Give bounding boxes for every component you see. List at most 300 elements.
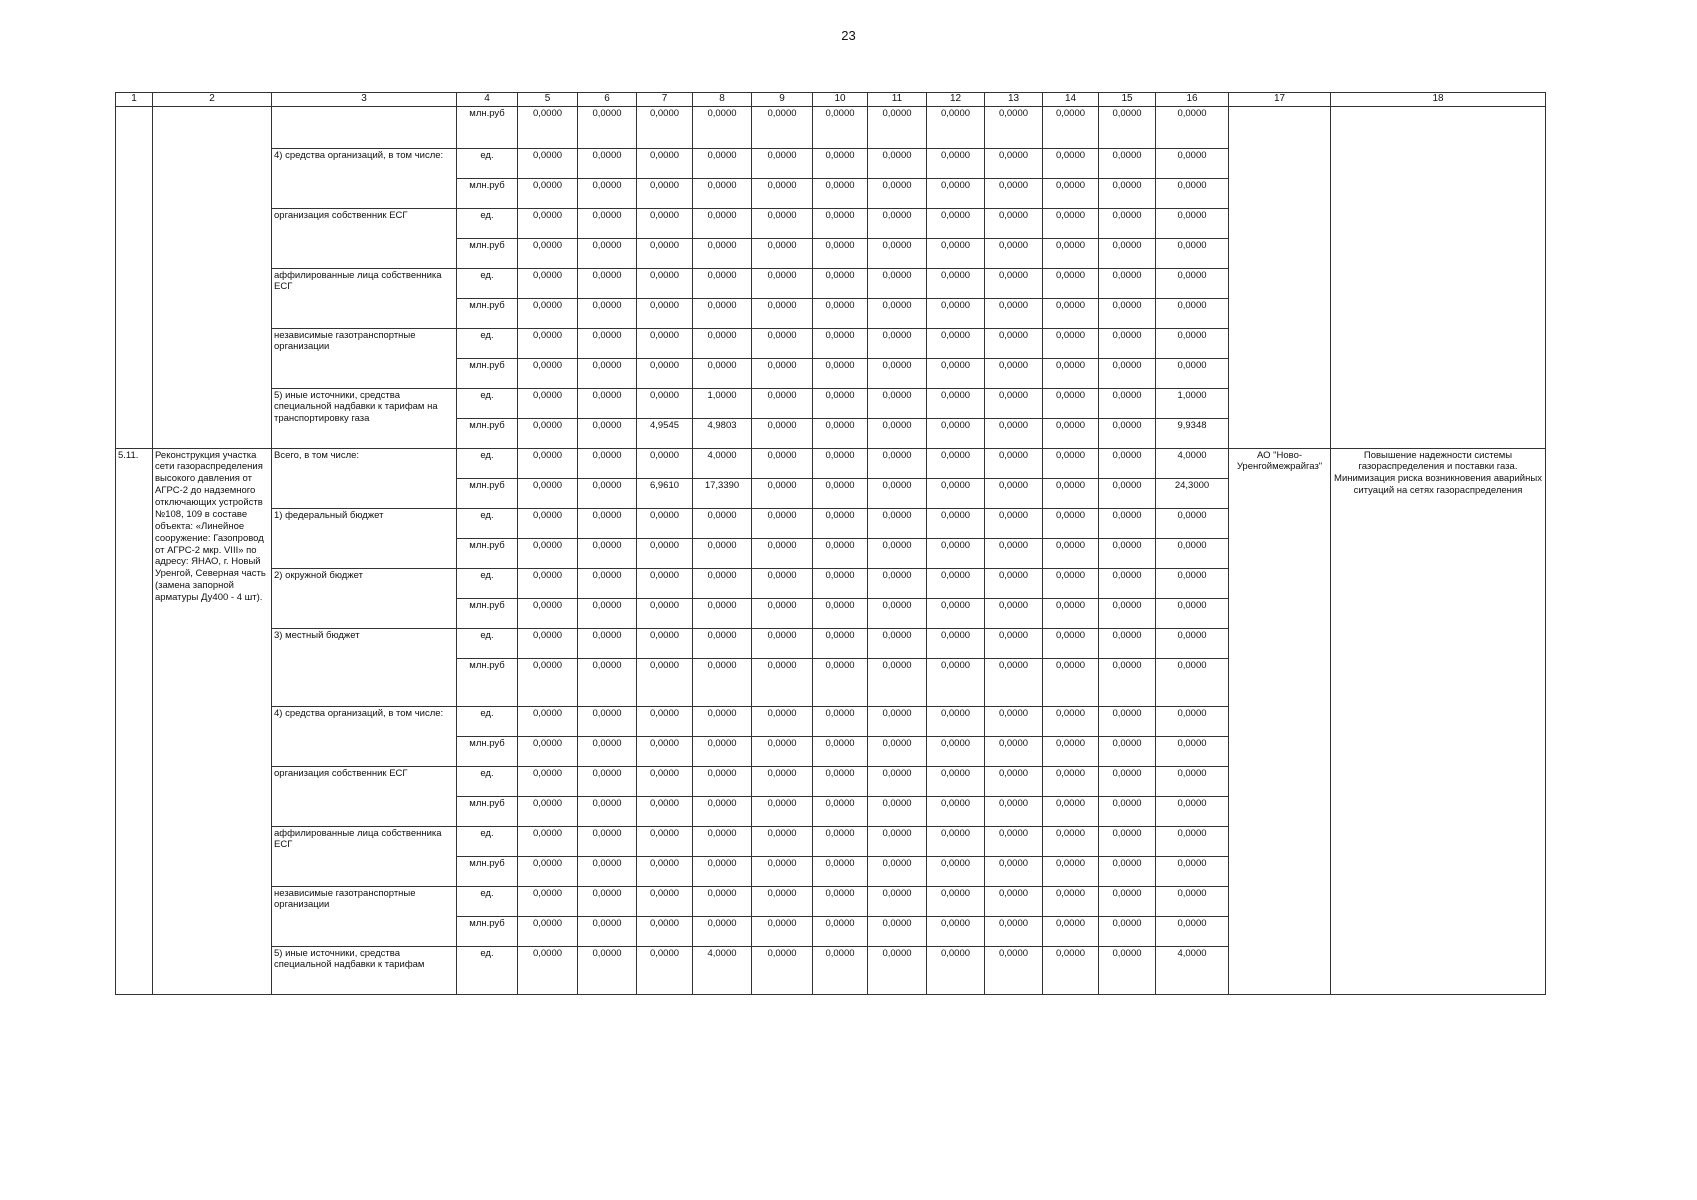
value-cell: 0,0000 <box>868 178 927 208</box>
value-cell: 0,0000 <box>927 826 985 856</box>
unit-cell: ед. <box>457 208 518 238</box>
value-cell: 0,0000 <box>927 736 985 766</box>
value-cell: 0,0000 <box>813 148 868 178</box>
value-cell: 0,0000 <box>927 238 985 268</box>
value-cell: 0,0000 <box>868 418 927 448</box>
unit-cell: млн.руб <box>457 796 518 826</box>
value-cell: 0,0000 <box>578 916 637 946</box>
value-cell: 0,0000 <box>927 886 985 916</box>
value-cell: 0,0000 <box>1043 916 1099 946</box>
value-cell: 0,0000 <box>693 568 752 598</box>
column-header: 4 <box>457 93 518 107</box>
value-cell: 0,0000 <box>985 148 1043 178</box>
value-cell: 0,0000 <box>868 148 927 178</box>
unit-cell: ед. <box>457 946 518 994</box>
value-cell: 0,0000 <box>1043 886 1099 916</box>
value-cell: 0,0000 <box>578 328 637 358</box>
column-header: 12 <box>927 93 985 107</box>
value-cell: 0,0000 <box>637 388 693 418</box>
value-cell: 0,0000 <box>518 568 578 598</box>
value-cell: 0,0000 <box>752 946 813 994</box>
source-label: 2) окружной бюджет <box>272 568 457 628</box>
value-cell: 0,0000 <box>693 358 752 388</box>
item-name-cell: Реконструкция участка сети газораспределения высокого давления от АГРС-2 до надземного отключающих устройств №108, 109 в составе объекта: «Линейное сооружение: Газопровод от АГРС-2 мкр. VIII» по адресу: ЯНАО, г. Новый Уренгой, Северная часть (замена запорной арматуры Ду400 - 4 шт). <box>153 448 272 994</box>
value-cell: 0,0000 <box>637 298 693 328</box>
value-cell: 0,0000 <box>578 886 637 916</box>
value-cell: 0,0000 <box>518 148 578 178</box>
unit-cell: млн.руб <box>457 598 518 628</box>
unit-cell: ед. <box>457 448 518 478</box>
value-cell: 0,0000 <box>813 238 868 268</box>
value-cell: 0,0000 <box>1099 766 1156 796</box>
value-cell: 0,0000 <box>518 736 578 766</box>
value-cell: 0,0000 <box>868 478 927 508</box>
value-cell: 0,0000 <box>813 796 868 826</box>
value-cell: 0,0000 <box>518 448 578 478</box>
value-cell: 0,0000 <box>1156 268 1229 298</box>
value-cell: 0,0000 <box>868 856 927 886</box>
value-cell: 0,0000 <box>868 766 927 796</box>
unit-cell: млн.руб <box>457 298 518 328</box>
organization-cell <box>1229 106 1331 448</box>
value-cell: 0,0000 <box>1099 856 1156 886</box>
source-label: аффилированные лица собственника ЕСГ <box>272 826 457 886</box>
value-cell: 0,0000 <box>985 796 1043 826</box>
purpose-cell: Повышение надежности системы газораспределения и поставки газа. Минимизация риска возникновения аварийных ситуаций на сетях газораспределения <box>1331 448 1546 994</box>
value-cell: 0,0000 <box>813 736 868 766</box>
source-label: 4) средства организаций, в том числе: <box>272 148 457 208</box>
value-cell: 0,0000 <box>1156 598 1229 628</box>
value-cell: 0,0000 <box>813 418 868 448</box>
value-cell: 0,0000 <box>637 178 693 208</box>
value-cell: 0,0000 <box>868 508 927 538</box>
value-cell: 0,0000 <box>518 328 578 358</box>
value-cell: 0,0000 <box>518 508 578 538</box>
value-cell: 0,0000 <box>752 658 813 706</box>
value-cell: 0,0000 <box>1099 388 1156 418</box>
unit-cell: ед. <box>457 268 518 298</box>
value-cell: 0,0000 <box>693 706 752 736</box>
value-cell: 0,0000 <box>813 538 868 568</box>
column-header: 2 <box>153 93 272 107</box>
column-header: 10 <box>813 93 868 107</box>
column-header: 15 <box>1099 93 1156 107</box>
value-cell: 0,0000 <box>868 208 927 238</box>
source-label: 5) иные источники, средства специальной надбавки к тарифам <box>272 946 457 994</box>
column-header: 16 <box>1156 93 1229 107</box>
value-cell: 0,0000 <box>693 328 752 358</box>
value-cell: 0,0000 <box>1099 886 1156 916</box>
value-cell: 0,0000 <box>578 106 637 148</box>
value-cell: 0,0000 <box>637 568 693 598</box>
value-cell: 0,0000 <box>868 568 927 598</box>
value-cell: 0,0000 <box>637 886 693 916</box>
unit-cell: млн.руб <box>457 106 518 148</box>
column-header: 7 <box>637 93 693 107</box>
value-cell: 0,0000 <box>693 106 752 148</box>
value-cell: 1,0000 <box>1156 388 1229 418</box>
value-cell: 0,0000 <box>1043 766 1099 796</box>
source-label: аффилированные лица собственника ЕСГ <box>272 268 457 328</box>
value-cell: 0,0000 <box>637 628 693 658</box>
value-cell: 0,0000 <box>1043 508 1099 538</box>
value-cell: 0,0000 <box>752 706 813 736</box>
value-cell: 0,0000 <box>868 328 927 358</box>
item-name-cell <box>153 106 272 448</box>
header-row <box>116 93 1546 107</box>
value-cell: 0,0000 <box>1043 238 1099 268</box>
value-cell: 0,0000 <box>985 916 1043 946</box>
value-cell: 0,0000 <box>578 658 637 706</box>
value-cell: 0,0000 <box>813 478 868 508</box>
value-cell: 0,0000 <box>813 298 868 328</box>
value-cell: 0,0000 <box>693 508 752 538</box>
value-cell: 0,0000 <box>1156 238 1229 268</box>
value-cell: 0,0000 <box>752 208 813 238</box>
unit-cell: млн.руб <box>457 178 518 208</box>
value-cell: 0,0000 <box>518 388 578 418</box>
value-cell: 0,0000 <box>637 916 693 946</box>
column-header: 3 <box>272 93 457 107</box>
value-cell: 0,0000 <box>927 358 985 388</box>
value-cell: 0,0000 <box>813 328 868 358</box>
item-number-cell: 5.11. <box>116 448 153 994</box>
value-cell: 0,0000 <box>752 826 813 856</box>
value-cell: 0,0000 <box>637 766 693 796</box>
value-cell: 0,0000 <box>578 178 637 208</box>
value-cell: 0,0000 <box>1099 328 1156 358</box>
value-cell: 0,0000 <box>518 856 578 886</box>
value-cell: 0,0000 <box>927 856 985 886</box>
value-cell: 0,0000 <box>1156 886 1229 916</box>
value-cell: 0,0000 <box>1099 508 1156 538</box>
value-cell: 0,0000 <box>752 178 813 208</box>
value-cell: 0,0000 <box>752 148 813 178</box>
value-cell: 4,0000 <box>693 946 752 994</box>
value-cell: 0,0000 <box>518 706 578 736</box>
value-cell: 0,0000 <box>813 598 868 628</box>
value-cell: 0,0000 <box>985 736 1043 766</box>
value-cell: 0,0000 <box>985 568 1043 598</box>
value-cell: 0,0000 <box>927 148 985 178</box>
value-cell: 0,0000 <box>693 856 752 886</box>
column-header: 17 <box>1229 93 1331 107</box>
value-cell: 0,0000 <box>578 568 637 598</box>
value-cell: 0,0000 <box>518 886 578 916</box>
value-cell: 0,0000 <box>752 568 813 598</box>
value-cell: 0,0000 <box>985 826 1043 856</box>
value-cell: 0,0000 <box>693 916 752 946</box>
value-cell: 0,0000 <box>927 538 985 568</box>
value-cell: 17,3390 <box>693 478 752 508</box>
column-header: 13 <box>985 93 1043 107</box>
value-cell: 0,0000 <box>927 796 985 826</box>
value-cell: 0,0000 <box>578 736 637 766</box>
value-cell: 0,0000 <box>752 106 813 148</box>
value-cell: 0,0000 <box>637 538 693 568</box>
value-cell: 0,0000 <box>1043 208 1099 238</box>
value-cell: 0,0000 <box>518 826 578 856</box>
value-cell: 0,0000 <box>927 568 985 598</box>
value-cell: 0,0000 <box>578 418 637 448</box>
value-cell: 0,0000 <box>518 178 578 208</box>
value-cell: 0,0000 <box>518 208 578 238</box>
value-cell: 0,0000 <box>868 916 927 946</box>
unit-cell: млн.руб <box>457 856 518 886</box>
value-cell: 0,0000 <box>927 388 985 418</box>
value-cell: 0,0000 <box>1043 598 1099 628</box>
value-cell: 0,0000 <box>518 796 578 826</box>
value-cell: 0,0000 <box>868 658 927 706</box>
value-cell: 0,0000 <box>1099 736 1156 766</box>
value-cell: 0,0000 <box>1099 178 1156 208</box>
column-header: 8 <box>693 93 752 107</box>
value-cell: 0,0000 <box>868 946 927 994</box>
value-cell: 0,0000 <box>868 106 927 148</box>
value-cell: 0,0000 <box>927 766 985 796</box>
value-cell: 0,0000 <box>1043 388 1099 418</box>
value-cell: 0,0000 <box>578 856 637 886</box>
value-cell: 0,0000 <box>985 268 1043 298</box>
value-cell: 0,0000 <box>985 598 1043 628</box>
value-cell: 0,0000 <box>868 886 927 916</box>
value-cell: 0,0000 <box>693 658 752 706</box>
value-cell: 0,0000 <box>1099 298 1156 328</box>
value-cell: 0,0000 <box>927 298 985 328</box>
value-cell: 0,0000 <box>868 538 927 568</box>
value-cell: 0,0000 <box>578 946 637 994</box>
unit-cell: млн.руб <box>457 736 518 766</box>
value-cell: 0,0000 <box>1156 208 1229 238</box>
value-cell: 0,0000 <box>752 766 813 796</box>
value-cell: 0,0000 <box>813 358 868 388</box>
unit-cell: млн.руб <box>457 478 518 508</box>
unit-cell: ед. <box>457 568 518 598</box>
value-cell: 0,0000 <box>927 706 985 736</box>
value-cell: 0,0000 <box>693 208 752 238</box>
value-cell: 0,0000 <box>1043 568 1099 598</box>
value-cell: 0,0000 <box>927 328 985 358</box>
value-cell: 0,0000 <box>752 508 813 538</box>
investment-table <box>115 92 1546 995</box>
value-cell: 0,0000 <box>927 598 985 628</box>
value-cell: 0,0000 <box>752 886 813 916</box>
value-cell: 0,0000 <box>985 658 1043 706</box>
unit-cell: млн.руб <box>457 358 518 388</box>
value-cell: 0,0000 <box>813 916 868 946</box>
value-cell: 0,0000 <box>927 478 985 508</box>
value-cell: 0,0000 <box>752 268 813 298</box>
value-cell: 0,0000 <box>578 268 637 298</box>
value-cell: 0,0000 <box>578 148 637 178</box>
value-cell: 0,0000 <box>637 598 693 628</box>
column-header: 6 <box>578 93 637 107</box>
value-cell: 0,0000 <box>1043 796 1099 826</box>
value-cell: 0,0000 <box>1099 598 1156 628</box>
value-cell: 0,0000 <box>518 538 578 568</box>
unit-cell: ед. <box>457 766 518 796</box>
column-header: 1 <box>116 93 153 107</box>
value-cell: 0,0000 <box>868 826 927 856</box>
value-cell: 0,0000 <box>1156 706 1229 736</box>
value-cell: 0,0000 <box>1156 796 1229 826</box>
value-cell: 0,0000 <box>752 238 813 268</box>
value-cell: 0,0000 <box>578 388 637 418</box>
unit-cell: ед. <box>457 148 518 178</box>
value-cell: 0,0000 <box>985 238 1043 268</box>
value-cell: 0,0000 <box>868 388 927 418</box>
value-cell: 0,0000 <box>868 238 927 268</box>
source-label: организация собственник ЕСГ <box>272 766 457 826</box>
source-label: независимые газотранспортные организации <box>272 886 457 946</box>
table-body <box>116 106 1546 994</box>
value-cell: 0,0000 <box>1043 328 1099 358</box>
unit-cell: ед. <box>457 388 518 418</box>
value-cell: 0,0000 <box>813 856 868 886</box>
value-cell: 0,0000 <box>693 886 752 916</box>
value-cell: 0,0000 <box>693 826 752 856</box>
value-cell: 0,0000 <box>1156 106 1229 148</box>
value-cell: 0,0000 <box>693 298 752 328</box>
value-cell: 0,0000 <box>813 766 868 796</box>
unit-cell: ед. <box>457 328 518 358</box>
value-cell: 0,0000 <box>637 148 693 178</box>
source-label: Всего, в том числе: <box>272 448 457 508</box>
value-cell: 0,0000 <box>518 238 578 268</box>
value-cell: 0,0000 <box>578 766 637 796</box>
value-cell: 4,0000 <box>693 448 752 478</box>
value-cell: 0,0000 <box>985 328 1043 358</box>
value-cell: 0,0000 <box>693 736 752 766</box>
value-cell: 0,0000 <box>1156 178 1229 208</box>
value-cell: 0,0000 <box>813 388 868 418</box>
column-header: 11 <box>868 93 927 107</box>
value-cell: 0,0000 <box>752 916 813 946</box>
column-header: 18 <box>1331 93 1546 107</box>
value-cell: 0,0000 <box>813 946 868 994</box>
value-cell: 4,0000 <box>1156 448 1229 478</box>
value-cell: 0,0000 <box>693 268 752 298</box>
value-cell: 0,0000 <box>637 736 693 766</box>
value-cell: 0,0000 <box>693 628 752 658</box>
value-cell: 0,0000 <box>813 508 868 538</box>
value-cell: 0,0000 <box>1099 238 1156 268</box>
unit-cell: ед. <box>457 628 518 658</box>
table-row <box>116 448 1546 478</box>
purpose-cell <box>1331 106 1546 448</box>
value-cell: 0,0000 <box>578 298 637 328</box>
value-cell: 0,0000 <box>1099 706 1156 736</box>
value-cell: 0,0000 <box>927 508 985 538</box>
value-cell: 0,0000 <box>1099 358 1156 388</box>
value-cell: 0,0000 <box>518 658 578 706</box>
unit-cell: ед. <box>457 826 518 856</box>
value-cell: 0,0000 <box>868 268 927 298</box>
value-cell: 0,0000 <box>752 448 813 478</box>
unit-cell: млн.руб <box>457 916 518 946</box>
value-cell: 0,0000 <box>578 796 637 826</box>
value-cell: 0,0000 <box>813 106 868 148</box>
value-cell: 0,0000 <box>813 268 868 298</box>
value-cell: 0,0000 <box>813 208 868 238</box>
value-cell: 1,0000 <box>693 388 752 418</box>
value-cell: 0,0000 <box>1099 538 1156 568</box>
value-cell: 0,0000 <box>1099 208 1156 238</box>
value-cell: 0,0000 <box>1099 106 1156 148</box>
value-cell: 0,0000 <box>985 766 1043 796</box>
value-cell: 0,0000 <box>1043 358 1099 388</box>
value-cell: 0,0000 <box>985 388 1043 418</box>
value-cell: 0,0000 <box>1156 358 1229 388</box>
value-cell: 0,0000 <box>752 598 813 628</box>
value-cell: 0,0000 <box>693 178 752 208</box>
value-cell: 0,0000 <box>985 628 1043 658</box>
value-cell: 0,0000 <box>868 598 927 628</box>
value-cell: 0,0000 <box>1099 628 1156 658</box>
source-label: 4) средства организаций, в том числе: <box>272 706 457 766</box>
value-cell: 0,0000 <box>752 736 813 766</box>
value-cell: 0,0000 <box>1043 856 1099 886</box>
value-cell: 0,0000 <box>927 178 985 208</box>
unit-cell: ед. <box>457 886 518 916</box>
value-cell: 0,0000 <box>1099 796 1156 826</box>
source-label: 3) местный бюджет <box>272 628 457 706</box>
value-cell: 0,0000 <box>1099 946 1156 994</box>
value-cell: 0,0000 <box>813 706 868 736</box>
value-cell: 0,0000 <box>578 478 637 508</box>
value-cell: 0,0000 <box>868 358 927 388</box>
unit-cell: млн.руб <box>457 418 518 448</box>
value-cell: 0,0000 <box>578 508 637 538</box>
value-cell: 0,0000 <box>1043 628 1099 658</box>
source-label <box>272 106 457 148</box>
value-cell: 0,0000 <box>1099 826 1156 856</box>
value-cell: 4,0000 <box>1156 946 1229 994</box>
value-cell: 0,0000 <box>985 208 1043 238</box>
value-cell: 0,0000 <box>927 106 985 148</box>
value-cell: 0,0000 <box>752 628 813 658</box>
value-cell: 0,0000 <box>1043 706 1099 736</box>
value-cell: 0,0000 <box>868 298 927 328</box>
value-cell: 0,0000 <box>868 448 927 478</box>
value-cell: 9,9348 <box>1156 418 1229 448</box>
value-cell: 0,0000 <box>1043 736 1099 766</box>
item-number-cell <box>116 106 153 448</box>
value-cell: 0,0000 <box>752 796 813 826</box>
value-cell: 0,0000 <box>813 826 868 856</box>
value-cell: 0,0000 <box>1043 538 1099 568</box>
value-cell: 0,0000 <box>637 946 693 994</box>
value-cell: 0,0000 <box>813 178 868 208</box>
value-cell: 0,0000 <box>1099 916 1156 946</box>
value-cell: 0,0000 <box>1043 946 1099 994</box>
value-cell: 0,0000 <box>518 418 578 448</box>
value-cell: 0,0000 <box>1043 268 1099 298</box>
value-cell: 0,0000 <box>927 658 985 706</box>
value-cell: 0,0000 <box>693 538 752 568</box>
value-cell: 0,0000 <box>813 448 868 478</box>
value-cell: 0,0000 <box>813 568 868 598</box>
value-cell: 0,0000 <box>637 796 693 826</box>
value-cell: 0,0000 <box>1043 658 1099 706</box>
value-cell: 0,0000 <box>1099 568 1156 598</box>
value-cell: 0,0000 <box>637 358 693 388</box>
value-cell: 0,0000 <box>1156 568 1229 598</box>
value-cell: 0,0000 <box>985 706 1043 736</box>
value-cell: 0,0000 <box>927 448 985 478</box>
value-cell: 0,0000 <box>1099 148 1156 178</box>
value-cell: 0,0000 <box>637 208 693 238</box>
